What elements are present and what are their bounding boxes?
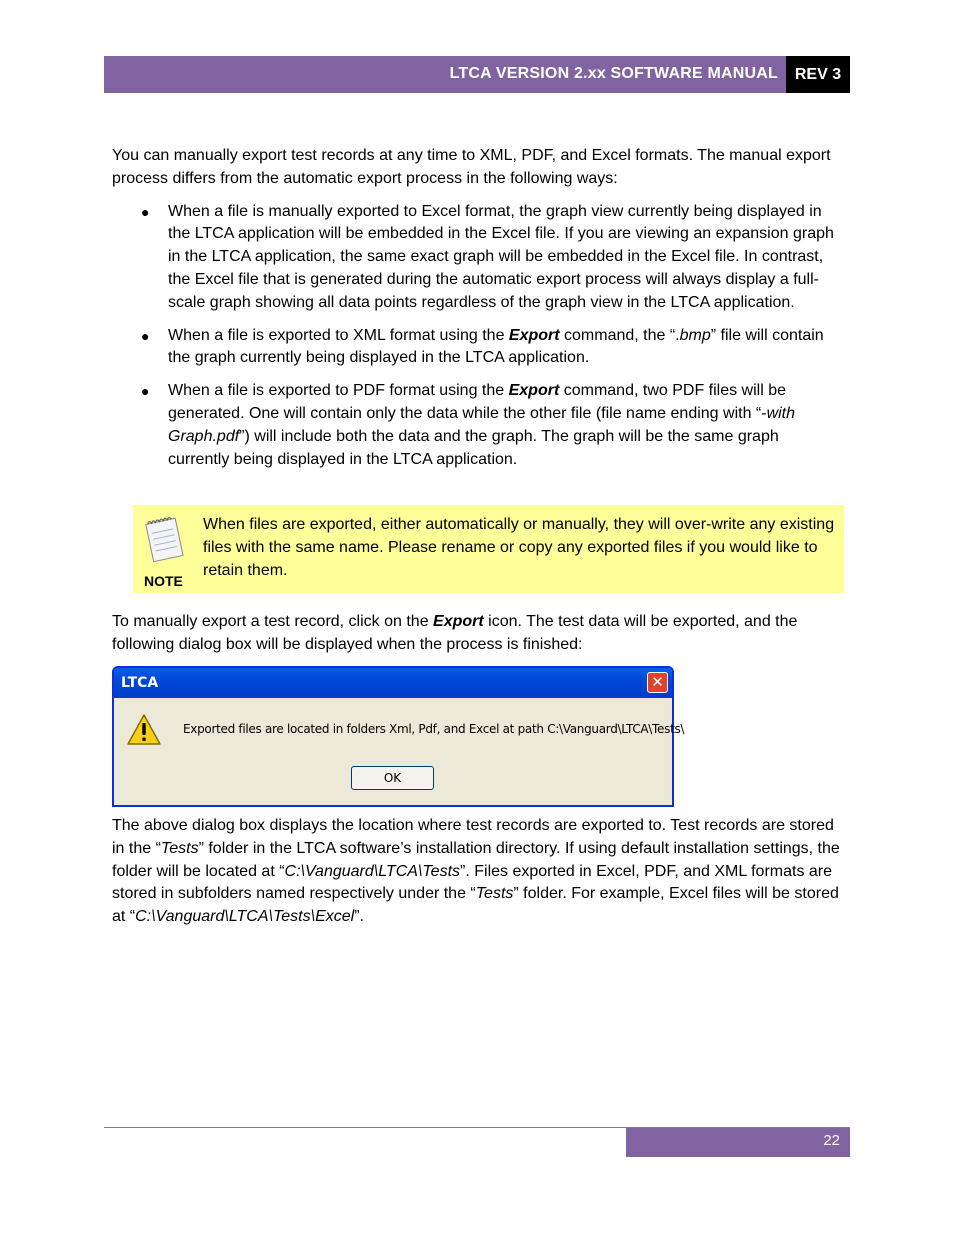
bullet-list (112, 201, 840, 472)
dialog-message: Exported files are located in folders Xml, Pdf, and Excel at path C:\Vanguard\LTCA\Tests\ (183, 722, 685, 736)
note-label: NOTE (144, 573, 183, 589)
bullet-icon: ● (141, 383, 150, 400)
intro-paragraph: You can manually export test records at any time to XML, PDF, and Excel formats. The manual export process differs from the automatic export process in the following ways: (112, 147, 831, 187)
bullet-icon: ● (141, 327, 150, 344)
bullet-icon: ● (141, 203, 150, 220)
note-box (133, 505, 844, 593)
bmp-extension: bmp (679, 326, 711, 344)
paragraph-text: The above dialog box displays the location where test records are exported to. Test records are stored in the “ (112, 817, 834, 857)
tests-folder: Tests (160, 839, 199, 857)
paragraph-text: ” folder. For example, Excel files will be stored at “ (112, 885, 839, 926)
header-rev: REV 3 (786, 56, 850, 93)
export-command: Export (508, 382, 560, 400)
paragraph-text: To manually export a test record, click on the (112, 613, 434, 630)
list-item (112, 201, 840, 315)
location-paragraph (112, 815, 840, 929)
excel-path: C:\Vanguard\LTCA\Tests\Excel (135, 908, 355, 926)
export-instructions-paragraph (112, 611, 840, 657)
list-item (112, 325, 840, 371)
warning-icon (126, 712, 162, 748)
bullet-text: command, two PDF files will be generated. One will contain only the data while the other file (file name ending with “- (168, 382, 787, 422)
list-item (112, 380, 840, 471)
tests-folder: Tests (475, 885, 514, 903)
export-command: Export (508, 326, 560, 344)
paragraph-text: icon. The test data will be exported, and the following dialog box will be displayed when the process is finished: (112, 613, 798, 653)
close-icon[interactable]: ✕ (647, 672, 668, 693)
paragraph-text: ”. Files exported in Excel, PDF, and XML formats are stored in subfolders named respectively under the “ (112, 862, 833, 903)
main-content (112, 145, 840, 481)
export-icon-label: Export (433, 613, 484, 630)
paragraph-text: ” folder in the LTCA software’s installation directory. If using default installation settings, the folder will be located at “ (112, 839, 840, 880)
page-number: 22 (823, 1132, 840, 1149)
note-text: When files are exported, either automatically or manually, they will over-write any existing files with the same name. Please rename or copy any exported files if you would like to retain them. (203, 516, 835, 579)
paragraph-text: ”. (354, 908, 364, 926)
ltca-dialog (112, 666, 685, 807)
notepad-icon (137, 511, 191, 565)
bullet-text: ”) will include both the data and the graph. The graph will be the same graph currently being displayed in the LTCA application. (168, 427, 779, 468)
header-bar (104, 56, 786, 93)
footer-page-bar (626, 1128, 850, 1157)
tests-path: C:\Vanguard\LTCA\Tests (284, 862, 461, 880)
dialog-title: LTCA (121, 675, 159, 691)
header-title: LTCA VERSION 2.xx SOFTWARE MANUAL (449, 65, 778, 82)
bullet-text: ” file will contain the graph currently being displayed in the LTCA application. (168, 326, 824, 367)
pdf-suffix: with Graph.pdf (168, 404, 796, 445)
dialog-titlebar[interactable] (114, 668, 672, 698)
bullet-text: When a file is exported to XML format using the (168, 326, 509, 344)
bullet-text: When a file is manually exported to Excel format, the graph view currently being displayed in the LTCA application will be embedded in the Excel file. If you are viewing an expansion graph in the LTCA application, the same exact graph will be embedded in the Excel file. In contrast, the Excel file that is generated during the automatic export process will always display a full-scale graph showing all data points regardless of the graph view in the LTCA application. (168, 202, 834, 311)
bullet-text: command, the “. (559, 326, 680, 344)
bullet-text: When a file is exported to PDF format using the (168, 382, 509, 400)
ok-button[interactable]: OK (351, 766, 434, 790)
